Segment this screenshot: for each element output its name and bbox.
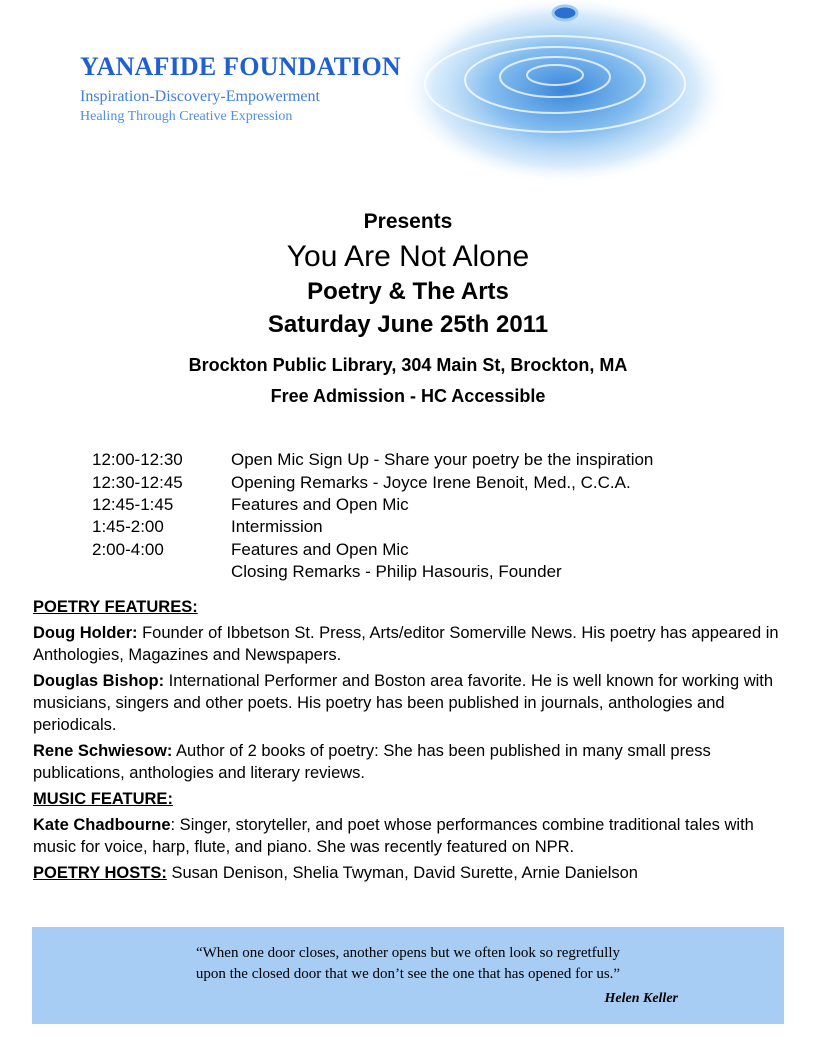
feature-description: Founder of Ibbetson St. Press, Arts/editor Somerville News. His poetry has appeared in Anthologies, Magazines and Newspapers. (33, 624, 779, 664)
schedule-description: Features and Open Mic (231, 495, 409, 514)
schedule-time: 12:45-1:45 (92, 495, 174, 514)
organization-name: YANAFIDE FOUNDATION (80, 52, 401, 81)
poetry-hosts-heading: POETRY HOSTS: (33, 864, 167, 882)
schedule-description: Closing Remarks - Philip Hasouris, Founder (231, 562, 562, 581)
music-feature-heading: MUSIC FEATURE: (33, 790, 173, 808)
organization-subtagline: Healing Through Creative Expression (80, 109, 293, 124)
feature-description: International Performer and Boston area favorite. He is well known for working with musicians, singers and other poets. His poetry has been published in journals, anthologies and periodicals. (33, 672, 774, 734)
organization-tagline: Inspiration-Discovery-Empowerment (80, 88, 320, 105)
presents-label: Presents (363, 210, 453, 233)
feature-name: Doug Holder: (33, 624, 138, 642)
music-feature-entry (33, 814, 793, 858)
features-section (33, 596, 793, 884)
quote-box (32, 927, 784, 1024)
schedule-time: 12:30-12:45 (92, 473, 183, 492)
event-title: You Are Not Alone (286, 240, 530, 273)
feature-name: Douglas Bishop: (33, 672, 165, 690)
schedule-time: 1:45-2:00 (92, 517, 164, 536)
schedule-time: 2:00-4:00 (92, 540, 164, 559)
event-date: Saturday June 25th 2011 (267, 311, 549, 338)
schedule-description: Open Mic Sign Up - Share your poetry be the inspiration (231, 450, 654, 469)
feature-entry (33, 622, 793, 666)
feature-name: Rene Schwiesow: (33, 742, 173, 760)
quote-text (32, 943, 784, 985)
schedule-description: Opening Remarks - Joyce Irene Benoit, Med., C.C.A. (231, 473, 631, 492)
feature-description: Author of 2 books of poetry: She has been published in many small press publications, anthologies and literary reviews. (33, 742, 711, 782)
poetry-features-heading: POETRY FEATURES: (33, 598, 198, 616)
water-ripple-image (385, 0, 725, 200)
event-subtitle: Poetry & The Arts (307, 278, 509, 305)
music-feature-name: Kate Chadbourne (33, 816, 171, 834)
poetry-hosts-names: Susan Denison, Shelia Twyman, David Surette, Arnie Danielson (166, 864, 638, 882)
poetry-hosts (33, 862, 793, 884)
quote-line: “When one door closes, another opens but we often look so regretfully (195, 945, 621, 961)
quote-author: Helen Keller (604, 991, 678, 1006)
schedule-time: 12:00-12:30 (92, 450, 183, 469)
event-venue: Brockton Public Library, 304 Main St, Brockton, MA (188, 355, 628, 375)
feature-entry (33, 670, 793, 736)
schedule-description: Features and Open Mic (231, 540, 409, 559)
feature-entry (33, 740, 793, 784)
quote-line: upon the closed door that we don’t see the one that has opened for us.” (195, 966, 621, 982)
music-feature-description: : Singer, storyteller, and poet whose performances combine traditional tales with music for voice, harp, flute, and piano. She was recently featured on NPR. (33, 816, 754, 856)
event-admission: Free Admission - HC Accessible (270, 386, 546, 406)
schedule-description: Intermission (231, 517, 323, 536)
